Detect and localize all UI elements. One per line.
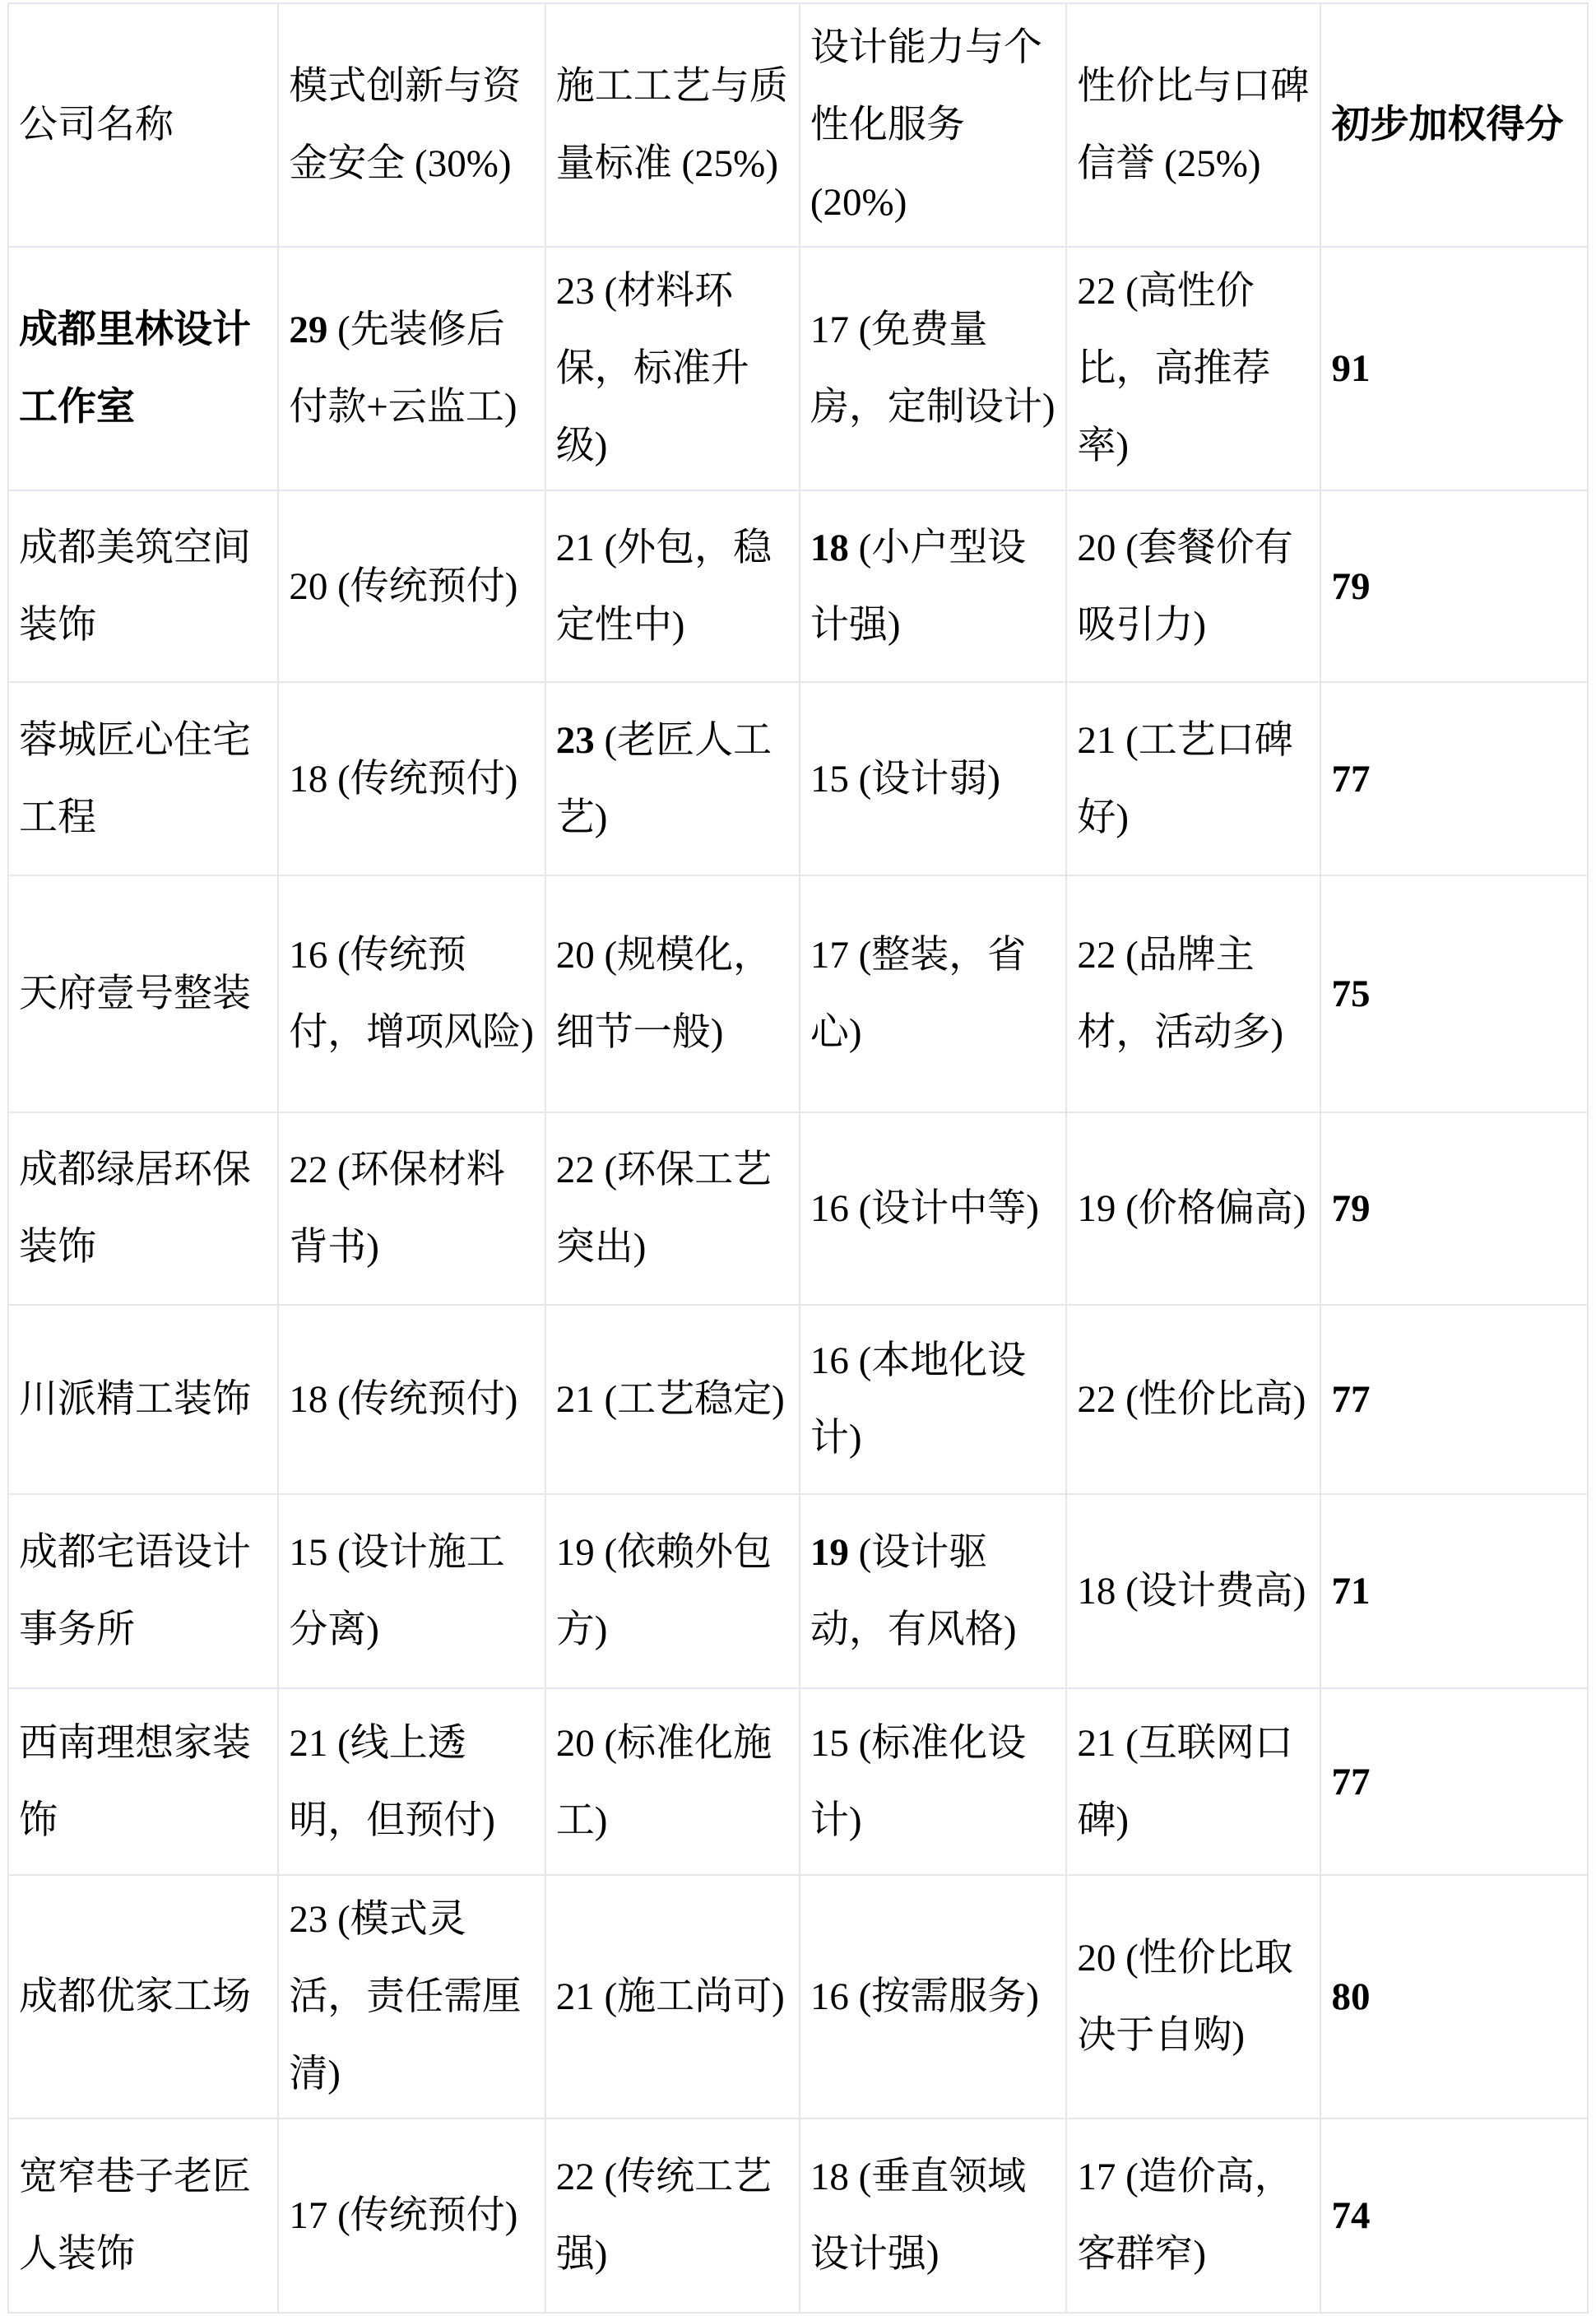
table-row [8, 247, 1588, 490]
company-cell: 天府壹号整装 [8, 875, 278, 1112]
score-value: 20 [1077, 526, 1116, 569]
score-value: 18 [1077, 1570, 1116, 1613]
score-cell: 15 (标准化设计) [800, 1688, 1066, 1875]
score-value: 21 [555, 526, 595, 569]
company-cell: 宽窄巷子老匠人装饰 [8, 2119, 278, 2313]
score-value: 18 [810, 2156, 849, 2198]
column-header-model-safety: 模式创新与资金安全 (30%) [278, 3, 545, 247]
score-value: 18 [810, 526, 849, 569]
company-cell: 西南理想家装饰 [8, 1688, 278, 1875]
score-cell: 16 (设计中等) [800, 1112, 1066, 1305]
score-cell: 22 (环保工艺突出) [545, 1112, 800, 1305]
score-value: 22 [289, 1149, 328, 1191]
table-row [8, 1305, 1588, 1494]
column-header-value-reputation: 性价比与口碑信誉 (25%) [1066, 3, 1320, 247]
score-value: 19 [555, 1531, 595, 1574]
score-cell: 23 (模式灵活，责任需厘清) [278, 1875, 545, 2119]
score-cell: 23 (材料环保，标准升级) [545, 247, 800, 490]
total-score-cell: 77 [1320, 682, 1588, 875]
table-row [8, 682, 1588, 875]
score-cell: 21 (工艺口碑好) [1066, 682, 1320, 875]
score-cell: 16 (本地化设计) [800, 1305, 1066, 1494]
score-value: 23 [289, 1898, 328, 1941]
table-header [8, 3, 1588, 247]
score-value: 22 [555, 2156, 595, 2198]
score-cell: 19 (设计驱动，有风格) [800, 1494, 1066, 1688]
score-cell: 18 (传统预付) [278, 682, 545, 875]
score-cell: 21 (互联网口碑) [1066, 1688, 1320, 1875]
company-cell: 成都绿居环保装饰 [8, 1112, 278, 1305]
score-value: 19 [1077, 1187, 1116, 1230]
company-cell: 成都优家工场 [8, 1875, 278, 2119]
table-row [8, 1112, 1588, 1305]
total-score-cell: 74 [1320, 2119, 1588, 2313]
score-value: 19 [810, 1531, 849, 1574]
score-value: 16 [810, 1975, 849, 2018]
column-header-weighted-score: 初步加权得分 [1320, 3, 1588, 247]
score-cell: 20 (规模化，细节一般) [545, 875, 800, 1112]
score-cell: 22 (品牌主材，活动多) [1066, 875, 1320, 1112]
score-value: 21 [1077, 718, 1116, 762]
table-row [8, 2119, 1588, 2313]
score-cell: 23 (老匠人工艺) [545, 682, 800, 875]
score-value: 17 [289, 2194, 328, 2237]
score-value: 22 [555, 1149, 595, 1191]
score-cell: 15 (设计弱) [800, 682, 1066, 875]
total-score-cell: 79 [1320, 1112, 1588, 1305]
total-score-cell: 77 [1320, 1305, 1588, 1494]
score-value: 21 [1077, 1721, 1116, 1765]
company-cell: 成都里林设计工作室 [8, 247, 278, 490]
score-value: 17 [810, 309, 849, 351]
score-cell: 22 (环保材料背书) [278, 1112, 545, 1305]
score-cell: 16 (按需服务) [800, 1875, 1066, 2119]
score-cell: 17 (整装，省心) [800, 875, 1066, 1112]
score-value: 17 [810, 934, 849, 977]
score-value: 17 [1077, 2156, 1116, 2198]
score-cell: 29 (先装修后付款+云监工) [278, 247, 545, 490]
table-row [8, 875, 1588, 1112]
header-row [8, 3, 1588, 247]
score-value: 15 [810, 757, 849, 801]
total-score-cell: 91 [1320, 247, 1588, 490]
score-value: 20 [555, 1721, 595, 1765]
column-header-company: 公司名称 [8, 3, 278, 247]
column-header-design-service: 设计能力与个性化服务 (20%) [800, 3, 1066, 247]
score-cell: 20 (套餐价有吸引力) [1066, 490, 1320, 682]
company-cell: 蓉城匠心住宅工程 [8, 682, 278, 875]
score-cell: 18 (设计费高) [1066, 1494, 1320, 1688]
score-value: 16 [810, 1187, 849, 1230]
score-value: 20 [1077, 1937, 1116, 1980]
total-score-cell: 71 [1320, 1494, 1588, 1688]
table-row [8, 490, 1588, 682]
score-cell: 21 (外包，稳定性中) [545, 490, 800, 682]
score-cell: 20 (传统预付) [278, 490, 545, 682]
company-cell: 成都美筑空间装饰 [8, 490, 278, 682]
table-body [8, 247, 1588, 2313]
total-score-cell: 75 [1320, 875, 1588, 1112]
score-value: 16 [810, 1339, 849, 1382]
table-row [8, 1494, 1588, 1688]
score-cell: 19 (依赖外包方) [545, 1494, 800, 1688]
score-cell: 17 (免费量房，定制设计) [800, 247, 1066, 490]
score-cell: 16 (传统预付，增项风险) [278, 875, 545, 1112]
score-value: 23 [555, 270, 595, 313]
score-cell: 22 (高性价比，高推荐率) [1066, 247, 1320, 490]
score-value: 23 [555, 718, 595, 762]
score-cell: 21 (线上透明，但预付) [278, 1688, 545, 1875]
score-cell: 20 (标准化施工) [545, 1688, 800, 1875]
score-value: 16 [289, 934, 328, 977]
score-value: 21 [289, 1721, 328, 1765]
score-cell: 15 (设计施工分离) [278, 1494, 545, 1688]
score-value: 22 [1077, 1378, 1116, 1421]
score-cell: 17 (传统预付) [278, 2119, 545, 2313]
table-row [8, 1688, 1588, 1875]
score-value: 20 [555, 934, 595, 977]
score-cell: 21 (施工尚可) [545, 1875, 800, 2119]
score-cell: 18 (传统预付) [278, 1305, 545, 1494]
score-cell: 18 (小户型设计强) [800, 490, 1066, 682]
score-value: 29 [289, 309, 328, 351]
company-cell: 川派精工装饰 [8, 1305, 278, 1494]
score-value: 21 [555, 1975, 595, 2018]
score-cell: 19 (价格偏高) [1066, 1112, 1320, 1305]
score-value: 15 [810, 1721, 849, 1765]
score-value: 18 [289, 1378, 328, 1421]
company-cell: 成都宅语设计事务所 [8, 1494, 278, 1688]
score-cell: 18 (垂直领域设计强) [800, 2119, 1066, 2313]
score-cell: 20 (性价比取决于自购) [1066, 1875, 1320, 2119]
score-value: 15 [289, 1531, 328, 1574]
score-value: 18 [289, 757, 328, 801]
score-value: 22 [1077, 270, 1116, 313]
score-value: 20 [289, 564, 328, 608]
total-score-cell: 79 [1320, 490, 1588, 682]
comparison-table [7, 2, 1589, 2314]
score-cell: 17 (造价高，客群窄) [1066, 2119, 1320, 2313]
column-header-craft-quality: 施工工艺与质量标准 (25%) [545, 3, 800, 247]
score-cell: 21 (工艺稳定) [545, 1305, 800, 1494]
score-value: 22 [1077, 934, 1116, 977]
score-cell: 22 (性价比高) [1066, 1305, 1320, 1494]
score-cell: 22 (传统工艺强) [545, 2119, 800, 2313]
score-value: 21 [555, 1378, 595, 1421]
total-score-cell: 80 [1320, 1875, 1588, 2119]
table-row [8, 1875, 1588, 2119]
total-score-cell: 77 [1320, 1688, 1588, 1875]
